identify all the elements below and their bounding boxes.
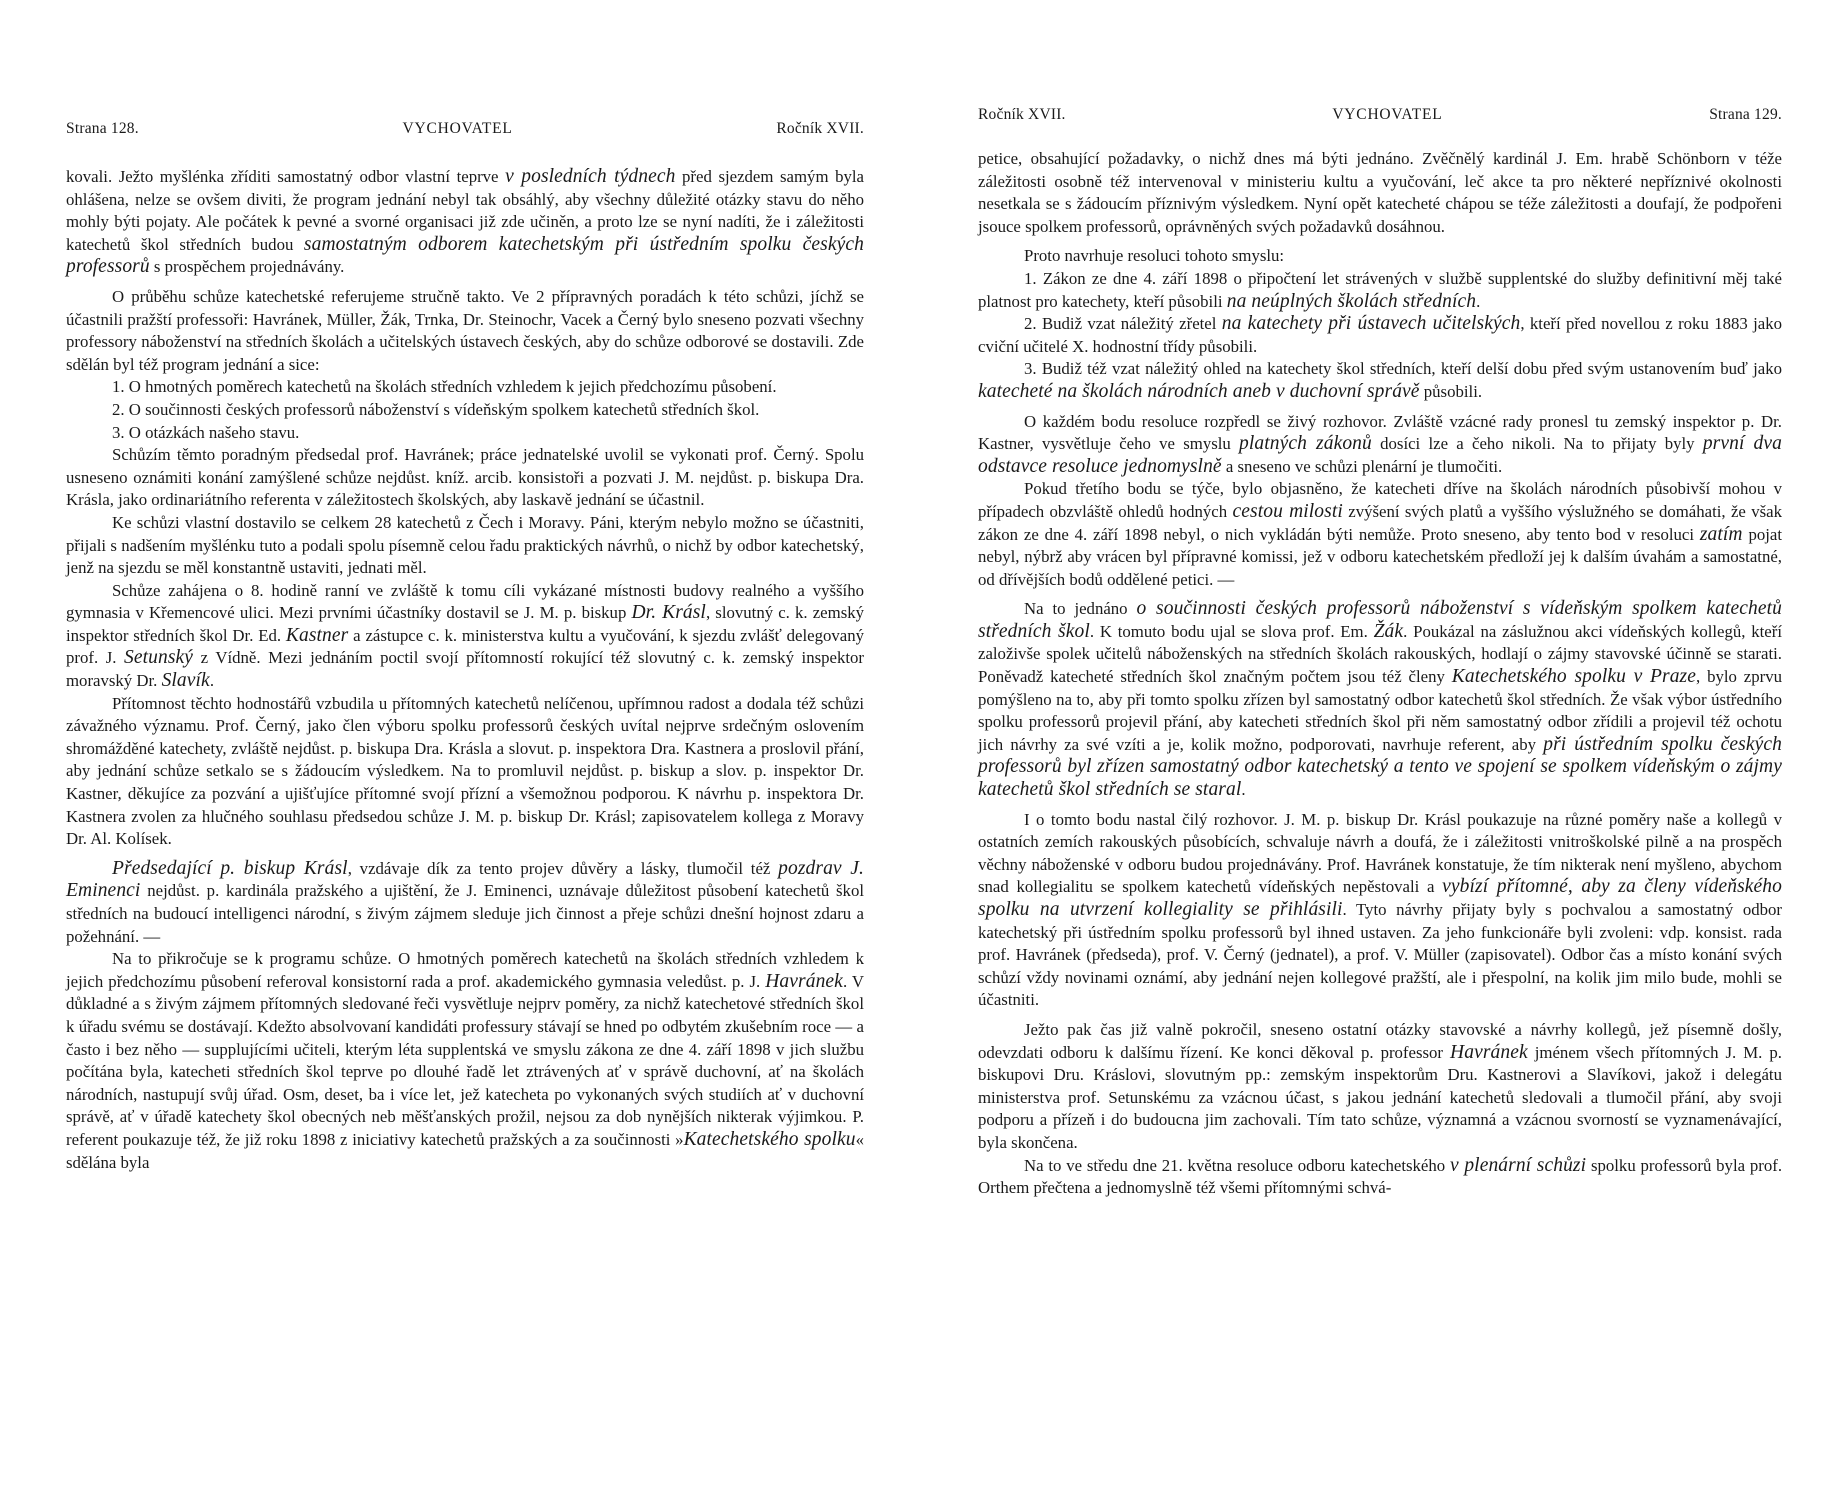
paragraph: O průběhu schůze katechetské referujeme stručně takto. Ve 2 přípravných poradách k této schůzi, jíchž se účastnili pražští professoři: Havránek, Müller, Žák, Trnka, Dr. Steinochr, Vacek a Černý bylo sneseno pozvati všechny professory náboženství na středních školách a učitelských ústavech českých, aby do schůze odborové se dostavili. Zde sdělán byl též program jednání a sice: xyxy=(66,286,864,374)
right-running-head xyxy=(978,106,1782,124)
paragraph: Proto navrhuje resoluci tohoto smyslu: xyxy=(1024,246,1285,266)
paragraph: Na to jednáno o součinnosti českých professorů náboženství s vídeňským spolkem katechetů středních škol. K tomuto bodu ujal se slova prof. Em. Žák. Poukázal na záslužnou akci vídeňských kollegů, kteří založivše spolek učitelů náboženských na středních školách rakouských, hodlají o zájmy stavovské účinně se starati. Poněvadž katecheté středních škol značným počtem jsou též členy Katechetského spolku v Praze, bylo zprvu pomýšleno na to, aby při tomto spolku zřízen byl samostatný odbor katechetů škol středních. Že však výbor ústředního spolku professorů projevil přání, aby katecheti středních škol při něm samostatný odbor zřídili a projevil též ochotu jich návrhy za své vzíti a je, kolik možno, podporovati, navrhuje referent, aby při ústředním spolku českých professorů byl zřízen samostatný odbor katechetský a tento ve spojení se spolkem vídeňským o zájmy katechetů škol středních se staral. xyxy=(978,598,1783,801)
paragraph: Přítomnost těchto hodnostářů vzbudila u přítomných katechetů nelíčenou, upřímnou radost a dodala též schůzi závažného významu. Prof. Černý, jako člen výboru spolku professorů českých uvítal nejprve srdečným oslovením shromážděné katechety, zvláště nejdůst. p. biskupa Dra. Krásla a slovut. p. inspektora Dra. Kastnera a proslovil přání, aby jednání schůze setkalo se s žádoucím výsledkem. Na to promluvil nejdůst. p. biskup a slov. p. inspektor Dr. Kastner, děkujíce za pozvání a ujišťujíce přítomné svojí přízní a všemožnou podporou. K návrhu p. inspektora Dr. Kastnera zvolen za hlučného souhlasu předsedou schůze J. M. p. biskup Dr. Krásl; zapisovatelem kollega z Moravy Dr. Al. Kolísek. xyxy=(66,693,864,849)
paragraph: Ke schůzi vlastní dostavilo se celkem 28 katechetů z Čech i Moravy. Páni, kterým nebylo možno se účastniti, přijali s nadšením myšlénku tuto a podali spolu písemně celou řadu praktických návrhů, o nichž by odbor katechetský, jenž na sjezdu se měl konstantně ustaviti, jednati měl. xyxy=(66,512,864,578)
emphasis: pozdrav J. Eminenci xyxy=(66,857,864,902)
left-running-head xyxy=(66,120,864,138)
emphasis: na katechety při ústavech učitelských xyxy=(1221,313,1521,335)
emphasis: zatím xyxy=(1699,523,1743,545)
paragraph: 3. O otázkách našeho stavu. xyxy=(112,422,300,442)
emphasis: Katechetského spolku v Praze xyxy=(1451,666,1697,688)
paragraph: Schůze zahájena o 8. hodině ranní ve zvláště k tomu cíli vykázané místnosti budovy realného a vyššího gymnasia v Křemencové ulici. Mezi prvními účastníky dostavil se J. M. p. biskup Dr. Krásl, slovutný c. k. zemský inspektor středních škol Dr. Ed. Kastner a zástupce c. k. ministerstva kultu a vyučování, k sjezdu zvlášť delegovaný prof. J. Setunský z Vídně. Mezi jednáním poctil svojí přítomností rokující též slovutný c. k. zemský inspektor moravský Dr. Slavík. xyxy=(66,580,865,692)
paragraph: I o tomto bodu nastal čilý rozhovor. J. M. p. biskup Dr. Krásl poukazuje na různé poměry naše a kollegů v ostatních zemích rakouských působících, schvaluje návrh a doufá, že i záležitosti vnitroškolské pilně a na prospěch věchny náboženské v odboru budou projednávány. Prof. Havránek konstatuje, že tím nikterak není myšleno, abychom snad kollegialitu se spolkem katechetů vídeňských nepěstovali a vybízí přítomné, aby za členy vídeňského spolku na utvrzení kollegiality se přihlásili. Tyto návrhy přijaty byly s pochvalou a samostatný odbor katechetský při ústředním spolku professorů byl ihned ustaven. Za jeho funkcionáře byli zvoleni: vdp. konsist. rada prof. Havránek (předseda), prof. V. Černý (jednatel), a prof. V. Müller (zapisovatel). Odbor čas a místo konání svých schůzí vždy novinami oznámí, aby jednání nejen kollegové pražští, ale i přespolní, na kolik jim milo bude, mohli se účastniti. xyxy=(978,809,1783,1010)
emphasis: Havránek xyxy=(765,970,843,992)
emphasis: na neúplných školách středních xyxy=(1226,290,1477,312)
emphasis: samostatným odborem katechetským při ústředním spolku českých professorů xyxy=(66,233,864,278)
paragraph: Schůzím těmto poradným předsedal prof. Havránek; práce jednatelské uvolil se vykonati prof. Černý. Spolu usneseno oznámiti konání zamýšlené schůze nejdůst. kníž. arcib. konsistoři a pozvati J. M. nejdůst. p. biskupa Dra. Krásla, jako ordinariátního referenta v záležitostech školských, aby laskavě jednání se účastnil. xyxy=(66,445,864,510)
emphasis: Předsedající p. biskup Krásl xyxy=(112,857,348,879)
emphasis: Žák xyxy=(1373,620,1404,642)
left-body-text xyxy=(66,166,864,1174)
volume-label: Ročník XVII. xyxy=(776,120,864,137)
paragraph: petice, obsahující požadavky, o nichž dnes má býti jednáno. Zvěčnělý kardinál J. Em. hrabě Schönborn v téže záležitosti osobně též intervenoval v ministeriu kultu a vyučování, leč akce ta pro některé nepříznivé okolnosti nesetkala se s žádoucím příznivým výsledkem. Nyní opět katecheté chápou se téže záležitosti a doufají, že podpořeni jsouce spolkem professorů, oprávněných svých požadavků dosáhnou. xyxy=(978,149,1782,236)
paragraph: 3. Budiž též vzat náležitý ohled na katechety škol středních, kteří delší dobu před svým ustanovením buď jako katecheté na školách národních aneb v duchovní správě působili. xyxy=(978,359,1782,402)
paragraph: O každém bodu resoluce rozpředl se živý rozhovor. Zvláště vzácné rady pronesl tu zemský inspektor p. Dr. Kastner, vysvětluje čeho ve smyslu platných zákonů dosíci lze a čeho nikoli. Na to přijaty byly první dva odstavce resoluce jednomyslně a sneseno ve schůzi plenární je tlumočiti. xyxy=(978,411,1782,477)
emphasis: první dva odstavce resoluce jednomyslně xyxy=(978,433,1782,477)
emphasis: Katechetského spolku xyxy=(683,1128,856,1150)
emphasis: v posledních týdnech xyxy=(505,166,676,187)
right-body-text xyxy=(978,148,1782,1200)
emphasis: o součinnosti českých professorů náboženství s vídeňským spolkem katechetů středních škol xyxy=(978,598,1782,642)
paragraph: Pokud třetího bodu se týče, bylo objasněno, že katecheti dříve na školách národních působivší mohou v případech obzvláště ohledů hodných cestou milosti zvýšení svých platů a vyššího výslužného se domáhati, že však zákon ze dne 4. září 1898 nebyl, o nich vykládán býti nemůže. Proto sneseno, aby tento bod v resoluci zatím pojat nebyl, nýbrž aby vrácen byl přípravné komissi, jež v odboru katechetském předloží jej k dalším úvahám a samostatné, od dřívějších bodů oddělené petici. — xyxy=(978,479,1783,589)
paragraph: Předsedající p. biskup Krásl, vzdávaje dík za tento projev důvěry a lásky, tlumočil též pozdrav J. Eminenci nejdůst. p. kardinála pražského a ujištění, že J. Eminenci, uznávaje důležitost působení katechetů škol středních na budoucí intelligenci národní, s živým zájmem sleduje jich činnost a přeje schůzi dnešní hojnost zdaru a požehnání. — xyxy=(66,857,864,946)
right-page xyxy=(918,0,1836,1500)
journal-title: VYCHOVATEL xyxy=(1332,106,1443,123)
volume-label: Ročník XVII. xyxy=(978,106,1066,123)
paragraph: Na to ve středu dne 21. května resoluce odboru katechetského v plenární schůzi spolku professorů byla prof. Orthem přečtena a jednomyslně též všemi přítomnými schvá- xyxy=(978,1154,1783,1198)
paragraph: Na to přikročuje se k programu schůze. O hmotných poměrech katechetů na školách středních vzhledem k jejich předchozímu působení referoval konsistorní rada a prof. akademického gymnasia veledůst. p. J. Havránek. V důkladné a s živým zájmem přítomných sledované řeči vysvětluje nejprv poměry, za nichž katechetové středních škol k úřadu svému se dostávají. Kdežto absolvovaní kandidáti professury stávají se hned po odbytém zkušebním roce — a často i bez něho — supplujícími učiteli, kterým léta supplentská ve smyslu zákona ze dne 4. září 1898 v jich službu počítána byla, katecheti středních škol teprve po dlouhé řadě let ztrávených ať v správě duchovní, ať na školách národních, nastupují svůj úřad. Osm, deset, ba i více let, jež katecheta po vykonaných svých studiích ať v duchovní správě, ať v úřadě katechety škol obecných neb měšťanských prožil, nejsou za dob nynějších nikterak výjimkou. P. referent poukazuje též, že již roku 1898 z iniciativy katechetů pražských a za součinnosti »Katechetského spolku« sdělána byla xyxy=(66,949,864,1172)
journal-title: VYCHOVATEL xyxy=(402,120,513,137)
paragraph: 2. O součinnosti českých professorů náboženství s vídeňským spolkem katechetů středních škol. xyxy=(112,399,760,419)
paragraph: kovali. Ježto myšlénka zříditi samostatný odbor vlastní teprve v posledních týdnech před sjezdem samým byla ohlášena, nelze se ovšem diviti, že program jednání nebyl tak obsáhlý, aby všechny důležité otázky stavu do něho mohly býti pojaty. Ale počátek k pevné a svorné organisaci již zde učiněn, a proto lze se nyní nadíti, že i záležitosti katechetů škol středních budou samostatným odborem katechetským při ústředním spolku českých professorů s prospěchem projednávány. xyxy=(66,166,864,278)
emphasis: katecheté na školách národních aneb v duchovní správě xyxy=(978,380,1420,402)
page-number: Strana 128. xyxy=(66,120,139,137)
emphasis: Dr. Krásl xyxy=(631,602,706,624)
emphasis: při ústředním spolku českých professorů byl zřízen samostatný odbor katechetský a tento ve spojení se spolkem vídeňským o zájmy katechetů škol středních se staral xyxy=(978,733,1782,801)
emphasis: Slavík xyxy=(161,670,210,692)
paragraph: Ježto pak čas již valně pokročil, sneseno ostatní otázky stavovské a návrhy kollegů, jež písemně došly, odevzdati odboru k dalšímu řízení. Ke konci děkoval p. professor Havránek jménem všech přítomných J. M. p. biskupovi Dru. Kráslovi, slovutným pp.: zemským inspektorům Dru. Kastnerovi a Slavíkovi, jakož i delegátu ministerstva prof. Setunskému za vzácnou účast, s jakou jednání katechetů sledovali a tlumočil přání, aby svoji podporu a přízeň i do budoucna jim zachovali. Tím tato schůze, významná a vzácnou svorností se vyznamenávající, byla skončena. xyxy=(978,1019,1782,1152)
emphasis: vybízí přítomné, aby za členy vídeňského spolku na utvrzení kollegiality se přihlásili xyxy=(978,876,1782,920)
emphasis: Havránek xyxy=(1450,1041,1528,1063)
emphasis: v plenární schůzi xyxy=(1449,1154,1587,1176)
emphasis: platných zákonů xyxy=(1239,433,1372,455)
emphasis: Kastner xyxy=(285,624,349,646)
paragraph: 2. Budiž vzat náležitý zřetel na katechety při ústavech učitelských, kteří před novellou z roku 1883 jako cviční učitelé X. hodnostní třídy působili. xyxy=(978,313,1782,356)
paragraph: 1. O hmotných poměrech katechetů na školách středních vzhledem k jejich předchozímu působení. xyxy=(112,377,777,397)
page-number: Strana 129. xyxy=(1709,106,1782,123)
emphasis: cestou milosti xyxy=(1232,500,1343,522)
paragraph: 1. Zákon ze dne 4. září 1898 o připočtení let strávených v službě supplentské do služby definitivní měj také platnost pro katechety, kteří působili na neúplných školách středních. xyxy=(978,268,1782,312)
emphasis: Setunský xyxy=(124,647,194,669)
